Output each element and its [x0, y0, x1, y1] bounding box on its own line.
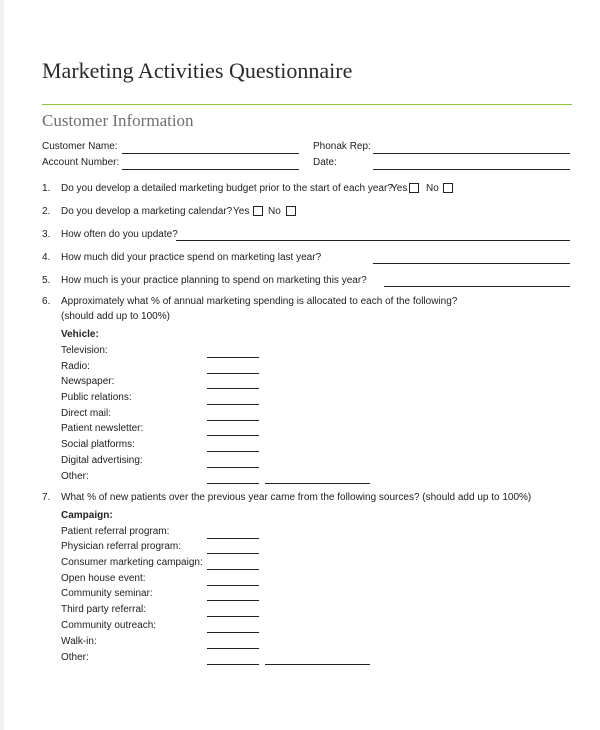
- question-text: Approximately what % of annual marketing spending is allocated to each of the following?: [61, 296, 458, 307]
- vehicle-percent-field[interactable]: [207, 420, 259, 421]
- vehicle-percent-field[interactable]: [207, 435, 259, 436]
- section-title: Customer Information: [42, 111, 194, 130]
- campaign-item-label: Walk-in:: [61, 636, 97, 647]
- vehicle-percent-field[interactable]: [207, 357, 259, 358]
- campaign-percent-field[interactable]: [207, 569, 259, 570]
- phonak-rep-label: Phonak Rep:: [313, 141, 371, 152]
- question-number: 5.: [42, 275, 51, 286]
- vehicle-percent-field[interactable]: [207, 404, 259, 405]
- q2-yes-label: Yes: [233, 206, 250, 217]
- vehicle-percent-field[interactable]: [207, 388, 259, 389]
- campaign-percent-field[interactable]: [207, 553, 259, 554]
- vehicle-percent-field[interactable]: [207, 451, 259, 452]
- question-number: 3.: [42, 229, 51, 240]
- campaign-percent-field[interactable]: [207, 616, 259, 617]
- question-number: 2.: [42, 206, 51, 217]
- page-title: Marketing Activities Questionnaire: [42, 58, 353, 83]
- campaign-percent-field[interactable]: [207, 585, 259, 586]
- campaign-item-label: Consumer marketing campaign:: [61, 557, 203, 568]
- question-text: How much is your practice planning to spend on marketing this year?: [61, 275, 367, 286]
- question-number: 6.: [42, 296, 51, 307]
- question-text: Do you develop a marketing calendar?: [61, 206, 233, 217]
- campaign-item-label: Third party referral:: [61, 604, 147, 615]
- campaign-item-label: Other:: [61, 652, 89, 663]
- campaign-item-label: Open house event:: [61, 573, 146, 584]
- vehicle-item-label: Other:: [61, 471, 89, 482]
- vehicle-item-label: Direct mail:: [61, 408, 112, 419]
- question-text: Do you develop a detailed marketing budget prior to the start of each year?: [61, 183, 393, 194]
- q2-no-label: No: [268, 206, 281, 217]
- vehicle-item-label: Television:: [61, 345, 108, 356]
- vehicle-other-specify-field[interactable]: [265, 483, 370, 484]
- customer-name-field[interactable]: [122, 153, 299, 154]
- q2-no-checkbox[interactable]: [286, 206, 296, 216]
- campaign-other-specify-field[interactable]: [265, 664, 370, 665]
- campaign-percent-field[interactable]: [207, 538, 259, 539]
- q4-answer-field[interactable]: [373, 263, 570, 264]
- campaign-percent-field[interactable]: [207, 600, 259, 601]
- question-subtext: (should add up to 100%): [61, 311, 170, 322]
- vehicle-item-label: Public relations:: [61, 392, 132, 403]
- q1-no-label: No: [426, 183, 439, 194]
- q2-yes-checkbox[interactable]: [253, 206, 263, 216]
- vehicle-percent-field[interactable]: [207, 373, 259, 374]
- vehicle-item-label: Newspaper:: [61, 376, 115, 387]
- title-divider: [42, 104, 572, 105]
- campaign-item-label: Community outreach:: [61, 620, 157, 631]
- vehicle-item-label: Digital advertising:: [61, 455, 143, 466]
- account-number-label: Account Number:: [42, 157, 120, 168]
- vehicle-item-label: Social platforms:: [61, 439, 135, 450]
- campaign-percent-field[interactable]: [207, 664, 259, 665]
- q1-yes-label: Yes: [391, 183, 408, 194]
- campaign-item-label: Community seminar:: [61, 588, 153, 599]
- question-text: How often do you update?: [61, 229, 178, 240]
- vehicle-item-label: Radio:: [61, 361, 90, 372]
- vehicle-heading: Vehicle:: [61, 329, 99, 340]
- vehicle-percent-field[interactable]: [207, 483, 259, 484]
- date-label: Date:: [313, 157, 337, 168]
- date-field[interactable]: [373, 169, 570, 170]
- q1-yes-checkbox[interactable]: [409, 183, 419, 193]
- questionnaire-page: [4, 0, 600, 730]
- q5-answer-field[interactable]: [384, 286, 570, 287]
- campaign-item-label: Patient referral program:: [61, 526, 170, 537]
- vehicle-item-label: Patient newsletter:: [61, 423, 144, 434]
- question-text: How much did your practice spend on marketing last year?: [61, 252, 322, 263]
- campaign-percent-field[interactable]: [207, 648, 259, 649]
- question-number: 4.: [42, 252, 51, 263]
- question-number: 1.: [42, 183, 51, 194]
- campaign-heading: Campaign:: [61, 510, 113, 521]
- q3-answer-field[interactable]: [176, 240, 570, 241]
- customer-name-label: Customer Name:: [42, 141, 118, 152]
- phonak-rep-field[interactable]: [373, 153, 570, 154]
- campaign-item-label: Physician referral program:: [61, 541, 182, 552]
- question-number: 7.: [42, 492, 51, 503]
- q1-no-checkbox[interactable]: [443, 183, 453, 193]
- campaign-percent-field[interactable]: [207, 632, 259, 633]
- question-text: What % of new patients over the previous year came from the following sources? (should add up to 100%): [61, 492, 532, 503]
- vehicle-percent-field[interactable]: [207, 467, 259, 468]
- account-number-field[interactable]: [122, 169, 299, 170]
